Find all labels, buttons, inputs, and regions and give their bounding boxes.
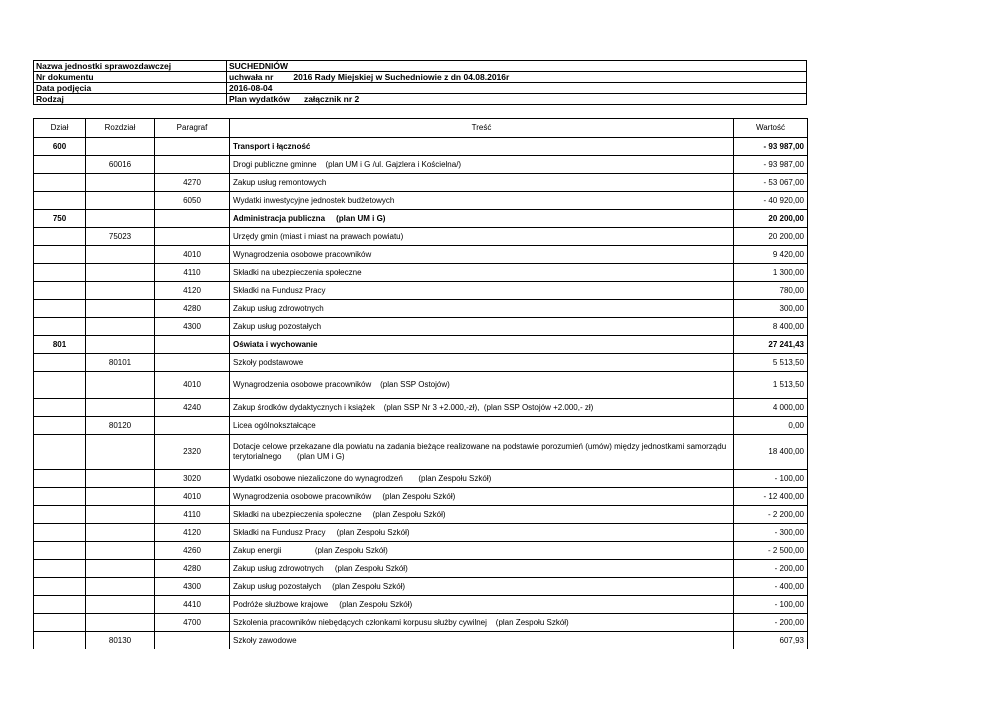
cell-rozdzial bbox=[86, 488, 155, 506]
table-row bbox=[34, 192, 808, 210]
cell-dzial bbox=[34, 560, 86, 578]
cell-dzial bbox=[34, 372, 86, 399]
cell-dzial bbox=[34, 614, 86, 632]
cell-rozdzial bbox=[86, 336, 155, 354]
type-value bbox=[227, 94, 807, 105]
cell-wartosc: - 2 200,00 bbox=[734, 506, 808, 524]
cell-paragraf bbox=[155, 210, 230, 228]
cell-tresc: Zakup środków dydaktycznych i książek (plan SSP Nr 3 +2.000,-zł), (plan SSP Ostojów +2.000,- zł) bbox=[230, 399, 734, 417]
cell-wartosc: 20 200,00 bbox=[734, 228, 808, 246]
cell-dzial: 801 bbox=[34, 336, 86, 354]
table-row bbox=[34, 210, 808, 228]
cell-tresc: Zakup usług zdrowotnych (plan Zespołu Szkół) bbox=[230, 560, 734, 578]
cell-wartosc: 607,93 bbox=[734, 632, 808, 650]
cell-tresc: Szkoły zawodowe bbox=[230, 632, 734, 650]
table-row bbox=[34, 614, 808, 632]
cell-wartosc: - 300,00 bbox=[734, 524, 808, 542]
cell-tresc: Szkoły podstawowe bbox=[230, 354, 734, 372]
cell-wartosc: - 93 987,00 bbox=[734, 156, 808, 174]
cell-tresc: Składki na Fundusz Pracy bbox=[230, 282, 734, 300]
date-value: 2016-08-04 bbox=[227, 83, 807, 94]
cell-wartosc: - 53 067,00 bbox=[734, 174, 808, 192]
cell-tresc: Urzędy gmin (miast i miast na prawach powiatu) bbox=[230, 228, 734, 246]
cell-paragraf: 4110 bbox=[155, 506, 230, 524]
table-row bbox=[34, 596, 808, 614]
cell-tresc: Administracja publiczna (plan UM i G) bbox=[230, 210, 734, 228]
table-row bbox=[34, 138, 808, 156]
cell-tresc: Dotacje celowe przekazane dla powiatu na zadania bieżące realizowane na podstawie porozumień (umów) między jednostkami samorządu terytorialnego (plan UM i G) bbox=[230, 435, 734, 470]
table-row bbox=[34, 372, 808, 399]
cell-dzial bbox=[34, 246, 86, 264]
cell-paragraf bbox=[155, 417, 230, 435]
table-row bbox=[34, 300, 808, 318]
cell-wartosc: - 40 920,00 bbox=[734, 192, 808, 210]
cell-paragraf: 6050 bbox=[155, 192, 230, 210]
cell-wartosc: 780,00 bbox=[734, 282, 808, 300]
table-row bbox=[34, 524, 808, 542]
cell-dzial bbox=[34, 506, 86, 524]
cell-paragraf: 4110 bbox=[155, 264, 230, 282]
type-value-b: załącznik nr 2 bbox=[303, 93, 360, 104]
cell-tresc: Wynagrodzenia osobowe pracowników (plan SSP Ostojów) bbox=[230, 372, 734, 399]
cell-rozdzial bbox=[86, 192, 155, 210]
cell-dzial bbox=[34, 192, 86, 210]
cell-rozdzial bbox=[86, 246, 155, 264]
cell-wartosc: - 400,00 bbox=[734, 578, 808, 596]
cell-dzial bbox=[34, 524, 86, 542]
cell-rozdzial: 80130 bbox=[86, 632, 155, 650]
cell-paragraf bbox=[155, 632, 230, 650]
cell-wartosc: 5 513,50 bbox=[734, 354, 808, 372]
cell-tresc: Wydatki inwestycyjne jednostek budżetowych bbox=[230, 192, 734, 210]
header-paragraf: Paragraf bbox=[155, 119, 230, 138]
cell-wartosc: 8 400,00 bbox=[734, 318, 808, 336]
doc-value-b: 2016 Rady Miejskiej w Suchedniowie z dn 04.08.2016r bbox=[293, 71, 510, 82]
cell-tresc: Składki na ubezpieczenia społeczne bbox=[230, 264, 734, 282]
cell-paragraf: 4270 bbox=[155, 174, 230, 192]
cell-paragraf: 3020 bbox=[155, 470, 230, 488]
cell-paragraf: 4010 bbox=[155, 246, 230, 264]
cell-paragraf: 4300 bbox=[155, 578, 230, 596]
cell-wartosc: - 93 987,00 bbox=[734, 138, 808, 156]
cell-wartosc: 300,00 bbox=[734, 300, 808, 318]
cell-dzial bbox=[34, 300, 86, 318]
cell-paragraf: 4120 bbox=[155, 282, 230, 300]
table-row bbox=[34, 488, 808, 506]
unit-label: Nazwa jednostki sprawozdawczej bbox=[34, 61, 227, 72]
cell-paragraf bbox=[155, 354, 230, 372]
cell-tresc: Licea ogólnokształcące bbox=[230, 417, 734, 435]
table-row bbox=[34, 632, 808, 650]
cell-tresc: Zakup energii (plan Zespołu Szkół) bbox=[230, 542, 734, 560]
cell-tresc: Zakup usług remontowych bbox=[230, 174, 734, 192]
header-wartosc: Wartość bbox=[734, 119, 808, 138]
cell-dzial bbox=[34, 470, 86, 488]
table-row bbox=[34, 470, 808, 488]
cell-paragraf bbox=[155, 138, 230, 156]
cell-dzial bbox=[34, 542, 86, 560]
table-header bbox=[34, 119, 808, 138]
cell-paragraf bbox=[155, 156, 230, 174]
cell-wartosc: - 12 400,00 bbox=[734, 488, 808, 506]
cell-tresc: Oświata i wychowanie bbox=[230, 336, 734, 354]
cell-rozdzial bbox=[86, 506, 155, 524]
date-label: Data podjęcia bbox=[34, 83, 227, 94]
header-tresc: Treść bbox=[230, 119, 734, 138]
cell-rozdzial bbox=[86, 435, 155, 470]
cell-rozdzial bbox=[86, 614, 155, 632]
expenditure-table bbox=[33, 118, 808, 649]
cell-wartosc: - 200,00 bbox=[734, 614, 808, 632]
cell-dzial bbox=[34, 596, 86, 614]
meta-row-type bbox=[34, 94, 807, 105]
cell-wartosc: - 100,00 bbox=[734, 596, 808, 614]
table-row bbox=[34, 578, 808, 596]
meta-row-unit bbox=[34, 61, 807, 72]
cell-wartosc: 0,00 bbox=[734, 417, 808, 435]
cell-tresc: Wydatki osobowe niezaliczone do wynagrodzeń (plan Zespołu Szkół) bbox=[230, 470, 734, 488]
cell-dzial bbox=[34, 156, 86, 174]
cell-dzial bbox=[34, 264, 86, 282]
cell-dzial bbox=[34, 435, 86, 470]
table-row bbox=[34, 264, 808, 282]
cell-rozdzial bbox=[86, 578, 155, 596]
cell-paragraf bbox=[155, 228, 230, 246]
table-row bbox=[34, 228, 808, 246]
cell-dzial bbox=[34, 399, 86, 417]
cell-rozdzial: 80101 bbox=[86, 354, 155, 372]
cell-paragraf: 4260 bbox=[155, 542, 230, 560]
table-row bbox=[34, 282, 808, 300]
table-row bbox=[34, 506, 808, 524]
cell-wartosc: 1 300,00 bbox=[734, 264, 808, 282]
cell-rozdzial bbox=[86, 399, 155, 417]
cell-rozdzial bbox=[86, 560, 155, 578]
cell-paragraf: 4280 bbox=[155, 300, 230, 318]
table-row bbox=[34, 542, 808, 560]
cell-dzial: 600 bbox=[34, 138, 86, 156]
cell-dzial bbox=[34, 228, 86, 246]
cell-rozdzial bbox=[86, 174, 155, 192]
cell-rozdzial bbox=[86, 372, 155, 399]
cell-wartosc: 20 200,00 bbox=[734, 210, 808, 228]
cell-tresc: Wynagrodzenia osobowe pracowników bbox=[230, 246, 734, 264]
cell-dzial bbox=[34, 318, 86, 336]
cell-paragraf: 4280 bbox=[155, 560, 230, 578]
cell-dzial bbox=[34, 578, 86, 596]
table-row bbox=[34, 156, 808, 174]
unit-value: SUCHEDNIÓW bbox=[227, 61, 807, 72]
cell-rozdzial bbox=[86, 542, 155, 560]
cell-tresc: Zakup usług pozostałych bbox=[230, 318, 734, 336]
cell-dzial bbox=[34, 282, 86, 300]
cell-tresc: Szkolenia pracowników niebędących członkami korpusu służby cywilnej (plan Zespołu Szkół) bbox=[230, 614, 734, 632]
meta-row-date bbox=[34, 83, 807, 94]
type-label: Rodzaj bbox=[34, 94, 227, 105]
cell-rozdzial bbox=[86, 524, 155, 542]
document-metadata bbox=[33, 60, 807, 105]
cell-wartosc: - 2 500,00 bbox=[734, 542, 808, 560]
table-row bbox=[34, 560, 808, 578]
cell-paragraf: 4410 bbox=[155, 596, 230, 614]
cell-paragraf: 4120 bbox=[155, 524, 230, 542]
header-dzial: Dział bbox=[34, 119, 86, 138]
cell-tresc: Wynagrodzenia osobowe pracowników (plan Zespołu Szkół) bbox=[230, 488, 734, 506]
header-rozdzial: Rozdział bbox=[86, 119, 155, 138]
cell-tresc: Podróże służbowe krajowe (plan Zespołu Szkół) bbox=[230, 596, 734, 614]
cell-wartosc: - 100,00 bbox=[734, 470, 808, 488]
cell-wartosc: 4 000,00 bbox=[734, 399, 808, 417]
cell-rozdzial bbox=[86, 596, 155, 614]
cell-rozdzial bbox=[86, 300, 155, 318]
cell-paragraf: 4240 bbox=[155, 399, 230, 417]
cell-tresc: Drogi publiczne gminne (plan UM i G /ul. Gajzlera i Kościelna/) bbox=[230, 156, 734, 174]
cell-wartosc: 1 513,50 bbox=[734, 372, 808, 399]
cell-paragraf bbox=[155, 336, 230, 354]
cell-dzial bbox=[34, 417, 86, 435]
cell-dzial: 750 bbox=[34, 210, 86, 228]
cell-paragraf: 4010 bbox=[155, 488, 230, 506]
meta-row-doc bbox=[34, 72, 807, 83]
cell-dzial bbox=[34, 488, 86, 506]
type-value-a: Plan wydatków bbox=[229, 93, 290, 104]
cell-paragraf: 2320 bbox=[155, 435, 230, 470]
cell-rozdzial bbox=[86, 210, 155, 228]
cell-dzial bbox=[34, 632, 86, 650]
cell-paragraf: 4010 bbox=[155, 372, 230, 399]
cell-wartosc: 9 420,00 bbox=[734, 246, 808, 264]
cell-rozdzial bbox=[86, 318, 155, 336]
cell-tresc: Składki na Fundusz Pracy (plan Zespołu Szkół) bbox=[230, 524, 734, 542]
cell-rozdzial: 60016 bbox=[86, 156, 155, 174]
table-row bbox=[34, 318, 808, 336]
table-row bbox=[34, 399, 808, 417]
table-row bbox=[34, 174, 808, 192]
cell-rozdzial: 80120 bbox=[86, 417, 155, 435]
cell-tresc: Transport i łączność bbox=[230, 138, 734, 156]
cell-wartosc: 18 400,00 bbox=[734, 435, 808, 470]
cell-tresc: Składki na ubezpieczenia społeczne (plan Zespołu Szkół) bbox=[230, 506, 734, 524]
cell-wartosc: - 200,00 bbox=[734, 560, 808, 578]
cell-dzial bbox=[34, 174, 86, 192]
table-row bbox=[34, 417, 808, 435]
cell-paragraf: 4700 bbox=[155, 614, 230, 632]
table-row bbox=[34, 435, 808, 470]
cell-dzial bbox=[34, 354, 86, 372]
cell-tresc: Zakup usług pozostałych (plan Zespołu Szkół) bbox=[230, 578, 734, 596]
cell-paragraf: 4300 bbox=[155, 318, 230, 336]
doc-label: Nr dokumentu bbox=[34, 72, 227, 83]
table-row bbox=[34, 336, 808, 354]
cell-rozdzial bbox=[86, 282, 155, 300]
doc-value bbox=[227, 72, 807, 83]
cell-rozdzial bbox=[86, 264, 155, 282]
cell-rozdzial bbox=[86, 470, 155, 488]
doc-value-a: uchwała nr bbox=[229, 71, 274, 82]
cell-tresc: Zakup usług zdrowotnych bbox=[230, 300, 734, 318]
cell-wartosc: 27 241,43 bbox=[734, 336, 808, 354]
table-row bbox=[34, 354, 808, 372]
cell-rozdzial: 75023 bbox=[86, 228, 155, 246]
cell-rozdzial bbox=[86, 138, 155, 156]
table-row bbox=[34, 246, 808, 264]
